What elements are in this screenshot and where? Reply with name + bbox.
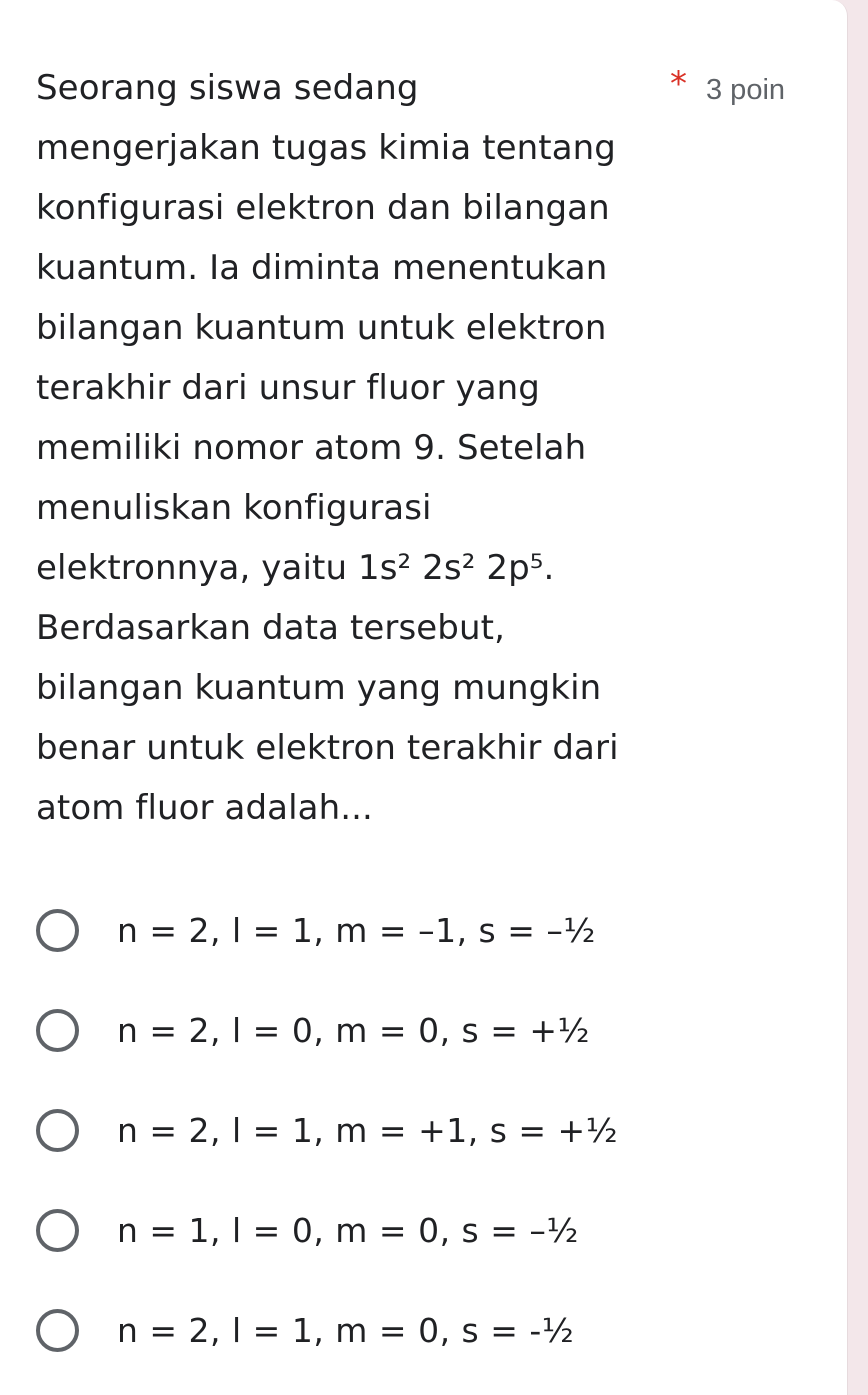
radio-button-icon[interactable] — [36, 1109, 79, 1152]
question-line: atom fluor adalah... — [36, 788, 373, 828]
option-5[interactable] — [36, 1280, 816, 1380]
option-label[interactable]: n = 2, l = 1, m = 0, s = -½ — [117, 1310, 575, 1350]
option-3[interactable] — [36, 1080, 816, 1180]
option-2[interactable] — [36, 980, 816, 1080]
question-line: Berdasarkan data tersebut, — [36, 608, 505, 648]
option-4[interactable] — [36, 1180, 816, 1280]
radio-button-icon[interactable] — [36, 1009, 79, 1052]
radio-button-icon[interactable] — [36, 1209, 79, 1252]
radio-button-icon[interactable] — [36, 909, 79, 952]
option-1[interactable] — [36, 880, 816, 980]
question-line: Seorang siswa sedang — [36, 68, 419, 108]
points-label: 3 poin — [706, 74, 786, 106]
option-label[interactable]: n = 2, l = 1, m = –1, s = –½ — [117, 910, 596, 950]
question-line: bilangan kuantum yang mungkin — [36, 668, 602, 708]
question-text — [36, 58, 646, 838]
option-label[interactable]: n = 2, l = 0, m = 0, s = +½ — [117, 1010, 591, 1050]
question-line: benar untuk elektron terakhir dari — [36, 728, 619, 768]
question-line: menuliskan konfigurasi — [36, 488, 432, 528]
question-line: memiliki nomor atom 9. Setelah — [36, 428, 587, 468]
option-label[interactable]: n = 2, l = 1, m = +1, s = +½ — [117, 1110, 619, 1150]
question-line: mengerjakan tugas kimia tentang — [36, 128, 616, 168]
answer-options — [36, 880, 816, 1380]
question-line: elektronnya, yaitu 1s² 2s² 2p⁵. — [36, 548, 555, 588]
question-line: konfigurasi elektron dan bilangan — [36, 188, 610, 228]
question-line: bilangan kuantum untuk elektron — [36, 308, 607, 348]
required-asterisk: * — [670, 64, 687, 104]
option-label[interactable]: n = 1, l = 0, m = 0, s = –½ — [117, 1210, 579, 1250]
radio-button-icon[interactable] — [36, 1309, 79, 1352]
question-line: terakhir dari unsur fluor yang — [36, 368, 540, 408]
question-line: kuantum. Ia diminta menentukan — [36, 248, 608, 288]
